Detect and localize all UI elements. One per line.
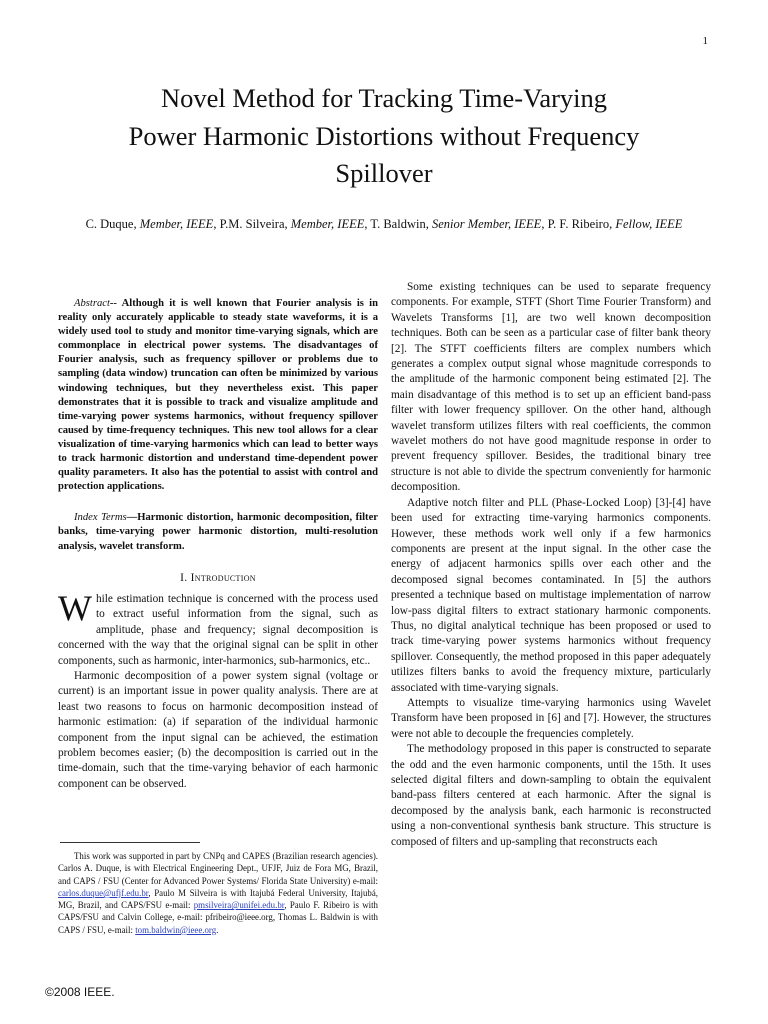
- index-terms: [58, 511, 378, 553]
- intro-paragraph-text: hile estimation technique is concerned with the process used to extract useful information from the signal, such as amplitude, phase and frequency; signal decomposition is concerned with the way that the original signal can be split in other components, such as harmonic, inter-harmonics, sub-harmonics, etc..: [58, 593, 378, 667]
- title-line: Spillover: [335, 158, 433, 188]
- author-membership: Member, IEEE: [139, 217, 214, 231]
- index-terms-label: Index Terms: [74, 512, 127, 524]
- copyright-notice: ©2008 IEEE.: [45, 985, 115, 999]
- body-paragraph: Some existing techniques can be used to separate frequency components. For example, STFT (Short Time Fourier Transform) and Wavelets Transforms [1], are two well known decomposition techniques. Both can be seen as a particular case of filter bank theory [2]. The STFT coefficients filters are complex numbers which generates a complex output signal whose magnitude corresponds to the amplitude of the harmonic component being estimated [2]. The main disadvantage of this method is to set up an efficient band-pass filter with lower frequency spillover. On the other hand, although wavelet transform utilizes filters with real coefficients, the common wavelet mothers do not have good magnitude response in order to prevent frequency spillover. Besides, the traditional binary tree structure is not able to divide the spectrum conveniently for harmonic decomposition.: [391, 281, 711, 494]
- abstract-label: Abstract: [74, 298, 110, 309]
- intro-paragraph: [58, 588, 378, 669]
- footnote-text: , Paulo F. Ribeiro is with CAPS/FSU and Calvin College, e-mail: pfribeiro@ieee.org, Thomas L. Baldwin is with CAPS / FSU, e-mail:: [58, 900, 378, 935]
- footnote-text: .: [216, 924, 219, 935]
- footnote: [58, 850, 378, 936]
- author-membership: Member, IEEE: [290, 217, 365, 231]
- author-membership: Senior Member, IEEE: [431, 217, 542, 231]
- email-link[interactable]: tom.baldwin@ieee.org: [135, 924, 217, 935]
- email-link[interactable]: pmsilveira@unifei.edu.br: [193, 900, 285, 911]
- footnote-text: , Paulo M Silveira is with Itajubá Federal University, Itajubá, MG, Brazil, and CAPS/FSU e-mail:: [58, 887, 378, 911]
- author-name: , P.M. Silveira,: [213, 217, 291, 231]
- right-column: [391, 280, 711, 850]
- title-line: Power Harmonic Distortions without Frequency: [128, 120, 640, 151]
- email-link[interactable]: carlos.duque@ufjf.edu.br: [58, 887, 149, 898]
- section-title: Introduction: [190, 571, 256, 584]
- body-paragraph: The methodology proposed in this paper is constructed to separate the odd and the even harmonic components, until the 15th. It uses selected digital filters and down-sampling to obtain the equivalent band-pass filters centered at each harmonic. After the signal is decomposed by the analysis bank, each harmonic is reconstructed using a non-conventional synthesis bank structure. This structure is composed of filters and up-sampling that reconstructs each: [391, 743, 711, 848]
- author-name: C. Duque,: [85, 217, 140, 231]
- body-paragraph: Attempts to visualize time-varying harmonics using Wavelet Transform have been proposed in [6] and [7]. However, the structures were not able to decouple the frequencies completely.: [391, 696, 711, 740]
- abstract-text: -- Although it is well known that Fourier analysis is in reality only accurately applicable to steady state waveforms, it is a widely used tool to study and monitor time-varying signals, which are commonplace in electrical power systems. The disadvantages of Fourier analysis, such as frequency spillover or problems due to sampling (data window) truncation can often be minimized by various windowing techniques, but they nevertheless exist. This paper demonstrates that it is possible to track and visualize amplitude and time-varying power systems harmonics, without frequency spillover caused by time-frequency techniques. This new tool allows for a clear visualization of time-varying harmonics which can lead to better ways to track harmonic distortion and understand time-dependent power quality parameters. It also has the potential to assist with control and protection applications.: [58, 298, 378, 493]
- author-membership: Fellow, IEEE: [615, 217, 683, 231]
- index-terms-text: —Harmonic distortion, harmonic decomposition, filter banks, time-varying power harmonic distortion, multi-resolution analysis, wavelet transform.: [58, 512, 378, 552]
- footnote-divider: [60, 842, 200, 843]
- drop-cap: W: [58, 588, 92, 628]
- title-line: Novel Method for Tracking Time-Varying: [160, 83, 608, 113]
- footnote-text: This work was supported in part by CNPq and CAPES (Brazilian research agencies). Carlos A. Duque, is with Electrical Engineering Dept., UFJF, Juiz de Fora MG, Brazil, and CAPS / FSU (Center for Advanced Power Systems/ Florida State University) e-mail:: [58, 851, 378, 886]
- body-paragraph: Harmonic decomposition of a power system signal (voltage or current) is an important issue in power quality analysis. There are at least two reasons to focus on harmonic decomposition instead of harmonic estimation: (a) if separation of the individual harmonic component from the input signal can be achieved, the estimation problem becomes easier; (b) the decomposition is carried out in the time-domain, such that the time-varying behavior of each harmonic component can be observed.: [58, 670, 378, 790]
- author-line: [80, 216, 688, 233]
- section-heading: [58, 571, 378, 586]
- body-paragraph: Adaptive notch filter and PLL (Phase-Locked Loop) [3]-[4] have been used for extracting time-varying harmonics components. However, these methods work well only if a few harmonics components are present at the input signal. In the other case the energy of adjacent harmonics spills over each other and the decomposed signal becomes contaminated. In [5] the authors presented a technique based on multistage implementation of narrow low-pass digital filters to extract stationary harmonic components. Thus, no digital analytical technique has been proposed or used to track time-varying power systems harmonics without frequency spillover. Consequently, the method proposed in this paper adequately utilizes filters banks to avoid the frequency mixture, particularly associated with time-varying signals.: [391, 496, 711, 694]
- abstract: [58, 297, 378, 494]
- page-number: 1: [702, 35, 708, 47]
- left-column: [58, 280, 378, 792]
- author-name: , T. Baldwin,: [364, 217, 432, 231]
- paper-title: [60, 80, 708, 193]
- section-number: I.: [180, 571, 191, 584]
- author-name: , P. F. Ribeiro,: [541, 217, 616, 231]
